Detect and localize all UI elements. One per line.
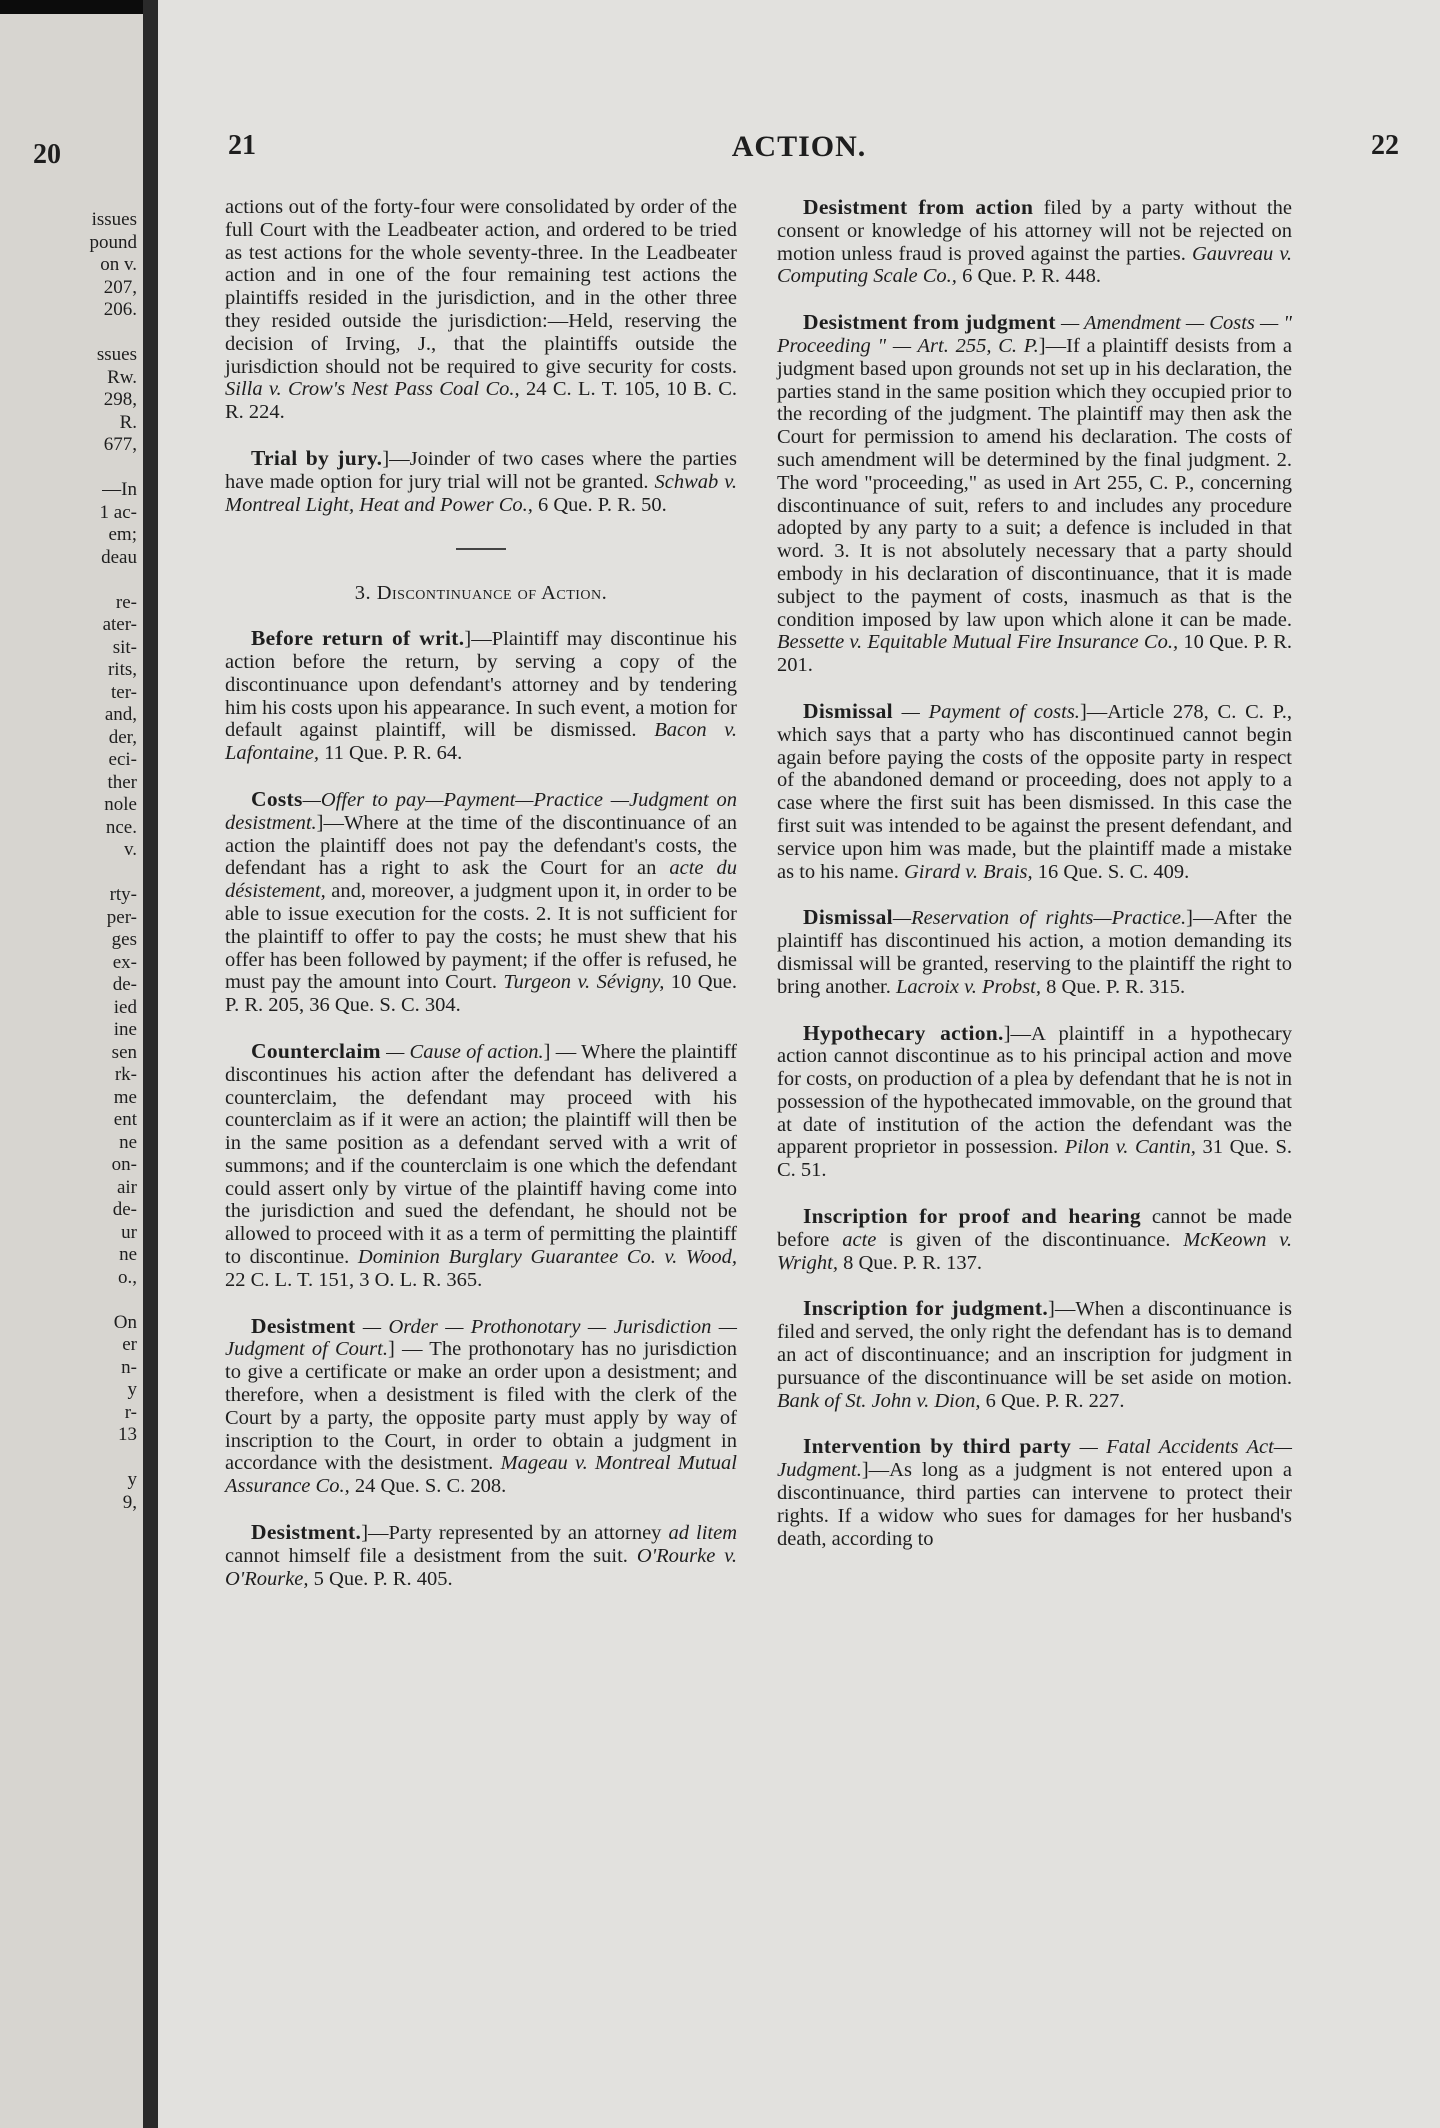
previous-page-line: ne bbox=[119, 1244, 137, 1265]
entry-intervention-third-party: Intervention by third party — Fatal Accidents Act—Judgment.]—As long as a judgment is not entered upon a discontinuance, third parties can intervene to protect their rights. If a widow who sues for damages for her husband's death, according to bbox=[777, 1434, 1293, 1550]
previous-page-line: sit- bbox=[112, 636, 137, 658]
previous-page-line bbox=[27, 569, 137, 592]
previous-page-line: ent bbox=[113, 1109, 137, 1130]
previous-page-fragment bbox=[0, 14, 143, 2128]
entry-dismissal-reservation: Dismissal—Reservation of rights—Practice.]—After the plaintiff has discontinued his action, a motion demanding its dismissal will be granted, reserving to the plaintiff the right to bring another. Lacroix v. Probst, 8 Que. P. R. 315. bbox=[777, 905, 1293, 998]
previous-page-line: ine bbox=[113, 1019, 137, 1040]
previous-page-line: 206. bbox=[103, 299, 137, 320]
previous-page-line: rk- bbox=[114, 1064, 137, 1085]
previous-page-line bbox=[27, 1447, 137, 1470]
previous-page-line: ur bbox=[121, 1221, 137, 1243]
previous-page-line: v. bbox=[123, 839, 137, 860]
previous-page-line: nce. bbox=[105, 816, 137, 838]
right-page-number: 22 bbox=[1371, 130, 1399, 161]
previous-page-line: 298, bbox=[103, 389, 137, 410]
previous-page-line: de- bbox=[112, 974, 137, 995]
entry-trial-by-jury: Trial by jury.]—Joinder of two cases where the parties have made option for jury trial will not be granted. Schwab v. Montreal Light, Heat and Power Co., 6 Que. P. R. 50. bbox=[225, 445, 738, 516]
previous-page-line: rits, bbox=[107, 659, 137, 680]
previous-page-line: R. bbox=[119, 411, 137, 433]
previous-page-line: 13 bbox=[118, 1424, 137, 1445]
page-header bbox=[158, 130, 1440, 170]
entry-costs: Costs—Offer to pay—Payment—Practice —Judgment on desistment.]—Where at the time of the discontinuance of an action the plaintiff does not pay the defendant's costs, the defendant has a right to ask the Court for an acte du désistement, and, moreover, a judgment upon it, in order to be able to issue execution for the costs. 2. It is not sufficient for the plaintiff to offer to pay the costs; he must shew that his offer has been followed by payment; if the offer is refused, he must pay the amount into Court. Turgeon v. Sévigny, 10 Que. P. R. 205, 36 Que. S. C. 304. bbox=[225, 786, 738, 1017]
previous-page-line: de- bbox=[112, 1199, 137, 1220]
previous-page-line bbox=[27, 457, 137, 480]
previous-page-line: and, bbox=[104, 704, 137, 725]
previous-page-line: per- bbox=[106, 906, 137, 928]
previous-page-line: ges bbox=[111, 929, 137, 950]
previous-page-line: sen bbox=[111, 1041, 137, 1063]
previous-page-line: ne bbox=[119, 1131, 137, 1153]
entry-inscription-judgment: Inscription for judgment.]—When a discontinuance is filed and served, the only right the defendant has is to demand an act of discontinuance; and an inscription for judgment in pursuance of the discontinuance will be set aside on motion. Bank of St. John v. Dion, 6 Que. P. R. 227. bbox=[777, 1296, 1292, 1412]
previous-page-line: ther bbox=[107, 771, 137, 793]
entry-counterclaim: Counterclaim — Cause of action.] — Where the plaintiff discontinues his action after the defendant has delivered a counterclaim, the defendant may proceed with his counterclaim as if it were an action; the plaintiff will then be in the same position as a defendant served with a writ of summons; and if the counterclaim is one which the defendant could assert only by virtue of the plaintiff having come into the jurisdiction and sued the defendant, he should not be allowed to proceed with it as a term of permitting the plaintiff to discontinue. Dominion Burglary Guarantee Co. v. Wood, 22 C. L. T. 151, 3 O. L. R. 365. bbox=[225, 1038, 737, 1291]
previous-page-line: rty- bbox=[109, 884, 137, 905]
previous-page-line: y bbox=[127, 1379, 137, 1400]
entry-desistment-order: Desistment — Order — Prothonotary — Jurisdiction — Judgment of Court.] — The prothonotary has no jurisdiction to give a certificate or make an order upon a desistment; and therefore, when a desistment is filed with the clerk of the Court by a party, the opposite party must apply by way of inscription to the Court, in order to obtain a judgment in accordance with the desistment. Mageau v. Montreal Mutual Assurance Co., 24 Que. S. C. 208. bbox=[225, 1313, 738, 1498]
previous-page-line: o., bbox=[118, 1266, 137, 1288]
entry-before-return-of-writ: Before return of writ.]—Plaintiff may discontinue his action before the return, by serving a copy of the discontinuance upon defendant's attorney and by tendering him his costs upon his appearance. In such event, a motion for default against plaintiff, will be dismissed. Bacon v. Lafontaine, 11 Que. P. R. 64. bbox=[225, 626, 738, 765]
entry-desistment-from-judgment: Desistment from judgment — Amendment — Costs — " Proceeding " — Art. 255, C. P.]—If a plaintiff desists from a judgment based upon grounds not set up in his declaration, the parties stand in the same position which they occupied prior to the recording of the judgment. The plaintiff may then ask the Court for permission to amend his declaration. The costs of such amendment will be determined by the final judgment. 2. The word "proceeding," as used in Art 255, C. P., concerning discontinuance of suit, refers to and includes any procedure adopted by any party to a suit; a defence is included in that word. 3. It is not absolutely necessary that a party should embody in his declaration of discontinuance, that it is made subject to the payment of costs, inasmuch as that is the condition imposed by law upon which alone it can be made. Bessette v. Equitable Mutual Fire Insurance Co., 10 Que. P. R. 201. bbox=[777, 310, 1293, 677]
running-head: ACTION. bbox=[731, 130, 867, 163]
previous-page-line: eci- bbox=[108, 749, 137, 770]
previous-page-number: 20 bbox=[33, 139, 61, 170]
previous-page-line: 9, bbox=[122, 1491, 137, 1513]
previous-page-line bbox=[27, 322, 137, 345]
previous-page-line: re- bbox=[115, 591, 137, 613]
previous-page-line: ater- bbox=[102, 614, 137, 635]
previous-page-line: —In bbox=[102, 479, 137, 500]
entry-inscription-proof: Inscription for proof and hearing cannot be made before acte is given of the discontinuance. McKeown v. Wright, 8 Que. P. R. 137. bbox=[777, 1204, 1293, 1274]
previous-page-line: nole bbox=[104, 794, 137, 815]
previous-page-line: On bbox=[113, 1311, 137, 1333]
previous-page-line: ied bbox=[113, 996, 137, 1018]
previous-page-line: 677, bbox=[103, 434, 137, 455]
entry-continuation: actions out of the forty-four were consolidated by order of the full Court with the Leadbeater action, and ordered to be tried as test actions for the whole seventy-three. In the Leadbeater action and in one of the four remaining test actions the plaintiffs resided in the jurisdiction, and in the other three they resided outside the jurisdiction:—Held, reserving the decision of Irving, J., that the plaintiffs outside the jurisdiction should not be required to give security for costs. Silla v. Crow's Nest Pass Coal Co., 24 C. L. T. 105, 10 B. C. R. 224. bbox=[225, 196, 738, 424]
entry-desistment: Desistment.]—Party represented by an attorney ad litem cannot himself file a desistment from the suit. O'Rourke v. O'Rourke, 5 Que. P. R. 405. bbox=[225, 1520, 738, 1590]
previous-page-line: on- bbox=[111, 1154, 137, 1175]
previous-page-text bbox=[27, 209, 137, 1514]
book-page bbox=[158, 0, 1440, 2128]
previous-page-line: n- bbox=[121, 1356, 137, 1378]
entry-hypothecary-action: Hypothecary action.]—A plaintiff in a hypothecary action cannot discontinue as to his principal action and move for costs, on production of a plea by defendant that he is not in possession of the hypothecated immovable, on the ground that at date of institution of the action the defendant was the apparent proprietor in possession. Pilon v. Cantin, 31 Que. S. C. 51. bbox=[777, 1020, 1292, 1182]
right-column bbox=[777, 196, 1292, 1573]
previous-page-line: ter- bbox=[111, 681, 137, 703]
left-column bbox=[225, 196, 737, 1613]
previous-page-line: air bbox=[116, 1176, 137, 1198]
previous-page-line: deau bbox=[101, 546, 137, 568]
book-gutter bbox=[143, 0, 158, 2128]
entry-desistment-from-action: Desistment from action filed by a party without the consent or knowledge of his attorney will not be rejected on motion unless fraud is proved against the parties. Gauvreau v. Computing Scale Co., 6 Que. P. R. 448. bbox=[777, 195, 1293, 288]
left-page-number: 21 bbox=[228, 130, 256, 161]
section-divider bbox=[456, 548, 506, 550]
previous-page-line bbox=[27, 1289, 137, 1312]
previous-page-line: pound bbox=[89, 231, 137, 253]
entry-dismissal-costs: Dismissal — Payment of costs.]—Article 278, C. C. P., which says that a party who has discontinued cannot begin again before paying the costs of the opposite party in respect of the abandoned demand or proceeding, does not apply to a case where the first suit has been dismissed. In this case the first suit was intended to be against the present defendant, and service upon him was made, but the plaintiff made a mistake as to his name. Girard v. Brais, 16 Que. S. C. 409. bbox=[777, 698, 1293, 883]
previous-page-line: me bbox=[113, 1086, 137, 1108]
previous-page-line: issues bbox=[91, 209, 137, 230]
previous-page-line: Rw. bbox=[107, 366, 137, 388]
previous-page-line: r- bbox=[124, 1401, 137, 1423]
previous-page-line: on v. bbox=[100, 254, 137, 275]
previous-page-line bbox=[27, 862, 137, 885]
previous-page-line: der, bbox=[108, 726, 137, 748]
previous-page-line: er bbox=[122, 1334, 137, 1355]
previous-page-line: em; bbox=[108, 524, 137, 545]
previous-page-line: ex- bbox=[112, 951, 137, 973]
previous-page-line: ssues bbox=[96, 344, 137, 365]
previous-page-line: 207, bbox=[103, 276, 137, 298]
previous-page-line: 1 ac- bbox=[99, 501, 137, 523]
previous-page-line: y bbox=[127, 1469, 137, 1490]
section-heading: 3. Discontinuance of Action. bbox=[354, 582, 608, 605]
